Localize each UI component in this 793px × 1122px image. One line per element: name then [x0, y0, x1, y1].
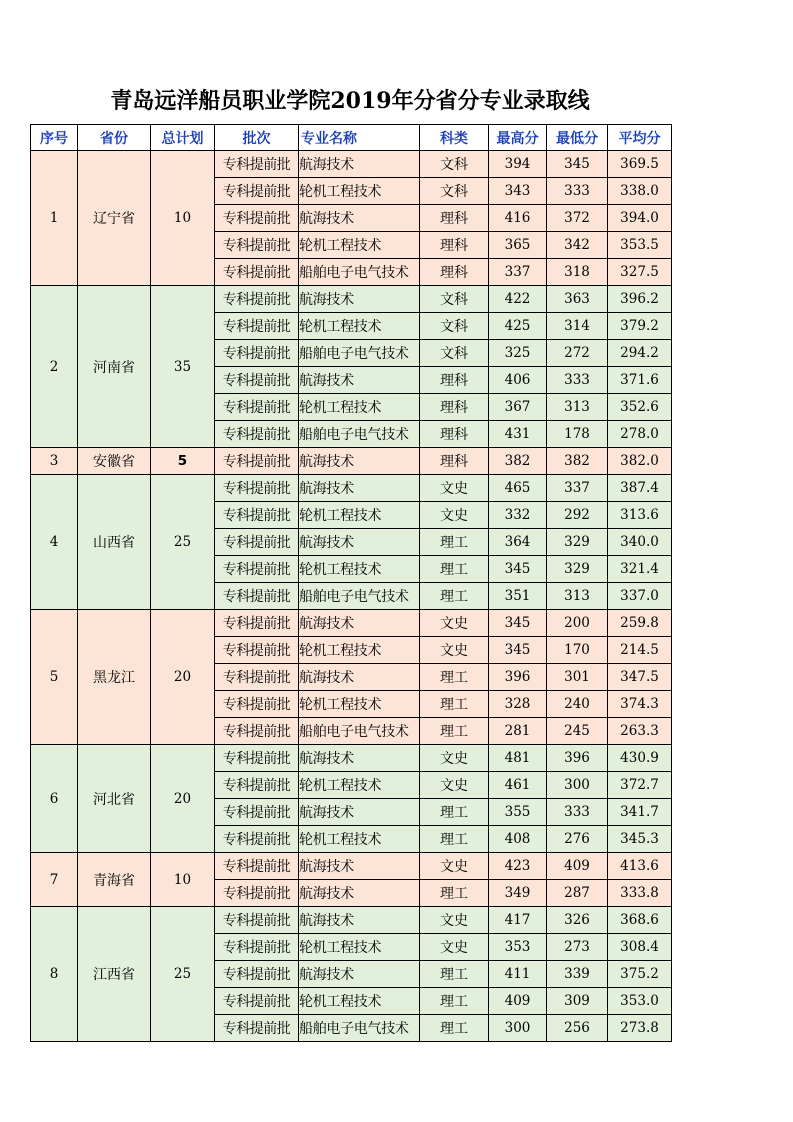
cell-avg-score: 379.2 [608, 313, 672, 340]
cell-avg-score: 278.0 [608, 421, 672, 448]
cell-min-score: 276 [547, 826, 608, 853]
cell-avg-score: 375.2 [608, 961, 672, 988]
cell-batch: 专科提前批 [215, 556, 299, 583]
cell-major: 轮机工程技术 [299, 772, 420, 799]
cell-avg-score: 341.7 [608, 799, 672, 826]
cell-major: 轮机工程技术 [299, 637, 420, 664]
cell-max-score: 367 [489, 394, 547, 421]
cell-province: 辽宁省 [78, 151, 151, 286]
cell-province: 青海省 [78, 853, 151, 907]
cell-category: 理科 [420, 259, 489, 286]
cell-batch: 专科提前批 [215, 988, 299, 1015]
cell-min-score: 329 [547, 556, 608, 583]
cell-major: 航海技术 [299, 745, 420, 772]
cell-batch: 专科提前批 [215, 583, 299, 610]
cell-avg-score: 374.3 [608, 691, 672, 718]
cell-major: 航海技术 [299, 907, 420, 934]
cell-category: 文史 [420, 610, 489, 637]
cell-avg-score: 347.5 [608, 664, 672, 691]
cell-avg-score: 259.8 [608, 610, 672, 637]
cell-no: 1 [31, 151, 78, 286]
cell-major: 航海技术 [299, 529, 420, 556]
header-min-score: 最低分 [547, 125, 608, 151]
cell-major: 航海技术 [299, 853, 420, 880]
page-title: 青岛远洋船员职业学院2019年分省分专业录取线 [110, 88, 590, 114]
cell-batch: 专科提前批 [215, 205, 299, 232]
cell-avg-score: 308.4 [608, 934, 672, 961]
cell-category: 文史 [420, 934, 489, 961]
cell-avg-score: 394.0 [608, 205, 672, 232]
cell-major: 船舶电子电气技术 [299, 718, 420, 745]
cell-max-score: 364 [489, 529, 547, 556]
cell-major: 轮机工程技术 [299, 934, 420, 961]
cell-max-score: 416 [489, 205, 547, 232]
cell-avg-score: 313.6 [608, 502, 672, 529]
cell-min-score: 337 [547, 475, 608, 502]
cell-category: 理工 [420, 583, 489, 610]
cell-province: 安徽省 [78, 448, 151, 475]
cell-batch: 专科提前批 [215, 907, 299, 934]
cell-category: 文科 [420, 178, 489, 205]
cell-province: 江西省 [78, 907, 151, 1042]
cell-avg-score: 294.2 [608, 340, 672, 367]
cell-no: 4 [31, 475, 78, 610]
table-row [31, 853, 672, 880]
cell-max-score: 408 [489, 826, 547, 853]
cell-batch: 专科提前批 [215, 259, 299, 286]
cell-batch: 专科提前批 [215, 151, 299, 178]
cell-province: 河北省 [78, 745, 151, 853]
cell-no: 3 [31, 448, 78, 475]
cell-category: 文科 [420, 151, 489, 178]
cell-avg-score: 340.0 [608, 529, 672, 556]
header-major: 专业名称 [299, 125, 420, 151]
cell-min-score: 292 [547, 502, 608, 529]
cell-max-score: 481 [489, 745, 547, 772]
cell-min-score: 273 [547, 934, 608, 961]
cell-avg-score: 263.3 [608, 718, 672, 745]
cell-batch: 专科提前批 [215, 232, 299, 259]
cell-min-score: 333 [547, 367, 608, 394]
header-batch: 批次 [215, 125, 299, 151]
cell-batch: 专科提前批 [215, 961, 299, 988]
cell-no: 6 [31, 745, 78, 853]
cell-min-score: 409 [547, 853, 608, 880]
cell-plan: 10 [151, 151, 215, 286]
cell-max-score: 345 [489, 610, 547, 637]
header-province: 省份 [78, 125, 151, 151]
cell-category: 理科 [420, 367, 489, 394]
table-row [31, 745, 672, 772]
table-row [31, 475, 672, 502]
cell-major: 轮机工程技术 [299, 691, 420, 718]
cell-category: 文科 [420, 340, 489, 367]
cell-batch: 专科提前批 [215, 178, 299, 205]
cell-category: 理工 [420, 799, 489, 826]
cell-plan: 20 [151, 610, 215, 745]
cell-min-score: 339 [547, 961, 608, 988]
header-avg-score: 平均分 [608, 125, 672, 151]
cell-max-score: 345 [489, 556, 547, 583]
cell-avg-score: 333.8 [608, 880, 672, 907]
cell-plan: 35 [151, 286, 215, 448]
cell-plan: 20 [151, 745, 215, 853]
cell-avg-score: 372.7 [608, 772, 672, 799]
cell-min-score: 272 [547, 340, 608, 367]
table-row [31, 907, 672, 934]
cell-category: 理工 [420, 664, 489, 691]
cell-batch: 专科提前批 [215, 475, 299, 502]
cell-max-score: 355 [489, 799, 547, 826]
cell-max-score: 351 [489, 583, 547, 610]
cell-max-score: 325 [489, 340, 547, 367]
cell-max-score: 328 [489, 691, 547, 718]
cell-major: 轮机工程技术 [299, 988, 420, 1015]
cell-min-score: 245 [547, 718, 608, 745]
cell-max-score: 353 [489, 934, 547, 961]
cell-avg-score: 382.0 [608, 448, 672, 475]
table-row [31, 151, 672, 178]
cell-max-score: 425 [489, 313, 547, 340]
cell-major: 船舶电子电气技术 [299, 1015, 420, 1042]
cell-max-score: 394 [489, 151, 547, 178]
cell-min-score: 396 [547, 745, 608, 772]
cell-major: 航海技术 [299, 610, 420, 637]
cell-category: 理工 [420, 826, 489, 853]
cell-max-score: 337 [489, 259, 547, 286]
cell-major: 航海技术 [299, 205, 420, 232]
cell-category: 理工 [420, 718, 489, 745]
cell-max-score: 365 [489, 232, 547, 259]
cell-min-score: 170 [547, 637, 608, 664]
cell-category: 文史 [420, 745, 489, 772]
cell-avg-score: 214.5 [608, 637, 672, 664]
cell-avg-score: 345.3 [608, 826, 672, 853]
cell-avg-score: 430.9 [608, 745, 672, 772]
cell-batch: 专科提前批 [215, 745, 299, 772]
cell-avg-score: 353.0 [608, 988, 672, 1015]
cell-batch: 专科提前批 [215, 421, 299, 448]
cell-plan: 5 [151, 448, 215, 475]
cell-min-score: 318 [547, 259, 608, 286]
cell-max-score: 332 [489, 502, 547, 529]
cell-max-score: 300 [489, 1015, 547, 1042]
cell-major: 轮机工程技术 [299, 502, 420, 529]
cell-major: 船舶电子电气技术 [299, 340, 420, 367]
cell-category: 文科 [420, 286, 489, 313]
cell-major: 船舶电子电气技术 [299, 583, 420, 610]
cell-min-score: 300 [547, 772, 608, 799]
cell-province: 黑龙江 [78, 610, 151, 745]
cell-category: 文史 [420, 475, 489, 502]
cell-max-score: 343 [489, 178, 547, 205]
cell-max-score: 422 [489, 286, 547, 313]
cell-major: 航海技术 [299, 448, 420, 475]
cell-max-score: 396 [489, 664, 547, 691]
cell-avg-score: 352.6 [608, 394, 672, 421]
cell-max-score: 382 [489, 448, 547, 475]
cell-max-score: 345 [489, 637, 547, 664]
cell-max-score: 409 [489, 988, 547, 1015]
cell-category: 理工 [420, 691, 489, 718]
cell-major: 航海技术 [299, 961, 420, 988]
table-header-row [31, 125, 672, 151]
cell-major: 船舶电子电气技术 [299, 259, 420, 286]
cell-batch: 专科提前批 [215, 394, 299, 421]
cell-major: 轮机工程技术 [299, 313, 420, 340]
cell-avg-score: 396.2 [608, 286, 672, 313]
cell-category: 理科 [420, 448, 489, 475]
cell-min-score: 178 [547, 421, 608, 448]
cell-category: 文史 [420, 637, 489, 664]
cell-category: 理工 [420, 880, 489, 907]
cell-province: 河南省 [78, 286, 151, 448]
cell-batch: 专科提前批 [215, 880, 299, 907]
cell-min-score: 287 [547, 880, 608, 907]
cell-plan: 10 [151, 853, 215, 907]
cell-min-score: 313 [547, 394, 608, 421]
cell-max-score: 423 [489, 853, 547, 880]
cell-batch: 专科提前批 [215, 718, 299, 745]
cell-batch: 专科提前批 [215, 772, 299, 799]
cell-max-score: 349 [489, 880, 547, 907]
cell-min-score: 333 [547, 178, 608, 205]
cell-province: 山西省 [78, 475, 151, 610]
cell-category: 理工 [420, 556, 489, 583]
cell-major: 轮机工程技术 [299, 232, 420, 259]
cell-batch: 专科提前批 [215, 853, 299, 880]
cell-avg-score: 353.5 [608, 232, 672, 259]
cell-batch: 专科提前批 [215, 826, 299, 853]
cell-category: 文史 [420, 772, 489, 799]
cell-batch: 专科提前批 [215, 691, 299, 718]
cell-avg-score: 413.6 [608, 853, 672, 880]
cell-no: 7 [31, 853, 78, 907]
header-plan: 总计划 [151, 125, 215, 151]
cell-no: 8 [31, 907, 78, 1042]
cell-avg-score: 338.0 [608, 178, 672, 205]
cell-max-score: 417 [489, 907, 547, 934]
cell-batch: 专科提前批 [215, 448, 299, 475]
cell-max-score: 465 [489, 475, 547, 502]
cell-avg-score: 337.0 [608, 583, 672, 610]
cell-min-score: 301 [547, 664, 608, 691]
cell-avg-score: 321.4 [608, 556, 672, 583]
cell-category: 理科 [420, 394, 489, 421]
cell-batch: 专科提前批 [215, 934, 299, 961]
cell-batch: 专科提前批 [215, 313, 299, 340]
cell-max-score: 461 [489, 772, 547, 799]
cell-category: 理科 [420, 205, 489, 232]
cell-category: 文史 [420, 853, 489, 880]
cell-avg-score: 368.6 [608, 907, 672, 934]
table-row [31, 610, 672, 637]
cell-major: 船舶电子电气技术 [299, 421, 420, 448]
cell-category: 文科 [420, 313, 489, 340]
cell-min-score: 326 [547, 907, 608, 934]
cell-min-score: 372 [547, 205, 608, 232]
cell-min-score: 309 [547, 988, 608, 1015]
cell-batch: 专科提前批 [215, 1015, 299, 1042]
cell-min-score: 333 [547, 799, 608, 826]
header-max-score: 最高分 [489, 125, 547, 151]
cell-plan: 25 [151, 475, 215, 610]
cell-min-score: 342 [547, 232, 608, 259]
cell-min-score: 256 [547, 1015, 608, 1042]
cell-batch: 专科提前批 [215, 529, 299, 556]
cell-major: 轮机工程技术 [299, 178, 420, 205]
header-category: 科类 [420, 125, 489, 151]
cell-avg-score: 371.6 [608, 367, 672, 394]
cell-batch: 专科提前批 [215, 367, 299, 394]
cell-min-score: 313 [547, 583, 608, 610]
cell-category: 理工 [420, 1015, 489, 1042]
cell-avg-score: 387.4 [608, 475, 672, 502]
table-body [31, 151, 672, 1042]
cell-category: 理工 [420, 988, 489, 1015]
cell-max-score: 281 [489, 718, 547, 745]
cell-batch: 专科提前批 [215, 502, 299, 529]
cell-major: 轮机工程技术 [299, 826, 420, 853]
cell-category: 理科 [420, 232, 489, 259]
cell-category: 理科 [420, 421, 489, 448]
cell-no: 5 [31, 610, 78, 745]
cell-avg-score: 273.8 [608, 1015, 672, 1042]
cell-major: 航海技术 [299, 475, 420, 502]
admission-table [30, 124, 672, 1042]
cell-major: 航海技术 [299, 367, 420, 394]
cell-max-score: 431 [489, 421, 547, 448]
cell-batch: 专科提前批 [215, 637, 299, 664]
cell-major: 航海技术 [299, 880, 420, 907]
cell-major: 航海技术 [299, 151, 420, 178]
cell-no: 2 [31, 286, 78, 448]
cell-major: 轮机工程技术 [299, 556, 420, 583]
cell-batch: 专科提前批 [215, 340, 299, 367]
cell-batch: 专科提前批 [215, 610, 299, 637]
cell-min-score: 363 [547, 286, 608, 313]
cell-category: 理工 [420, 529, 489, 556]
cell-category: 文史 [420, 907, 489, 934]
cell-avg-score: 327.5 [608, 259, 672, 286]
table-row [31, 448, 672, 475]
table-row [31, 286, 672, 313]
cell-category: 理工 [420, 961, 489, 988]
cell-major: 航海技术 [299, 664, 420, 691]
cell-batch: 专科提前批 [215, 664, 299, 691]
header-no: 序号 [31, 125, 78, 151]
cell-max-score: 406 [489, 367, 547, 394]
cell-batch: 专科提前批 [215, 799, 299, 826]
cell-major: 航海技术 [299, 799, 420, 826]
cell-max-score: 411 [489, 961, 547, 988]
cell-min-score: 240 [547, 691, 608, 718]
cell-min-score: 200 [547, 610, 608, 637]
cell-min-score: 329 [547, 529, 608, 556]
cell-category: 文史 [420, 502, 489, 529]
cell-major: 轮机工程技术 [299, 394, 420, 421]
cell-avg-score: 369.5 [608, 151, 672, 178]
cell-min-score: 382 [547, 448, 608, 475]
cell-plan: 25 [151, 907, 215, 1042]
cell-batch: 专科提前批 [215, 286, 299, 313]
cell-min-score: 345 [547, 151, 608, 178]
cell-min-score: 314 [547, 313, 608, 340]
cell-major: 航海技术 [299, 286, 420, 313]
